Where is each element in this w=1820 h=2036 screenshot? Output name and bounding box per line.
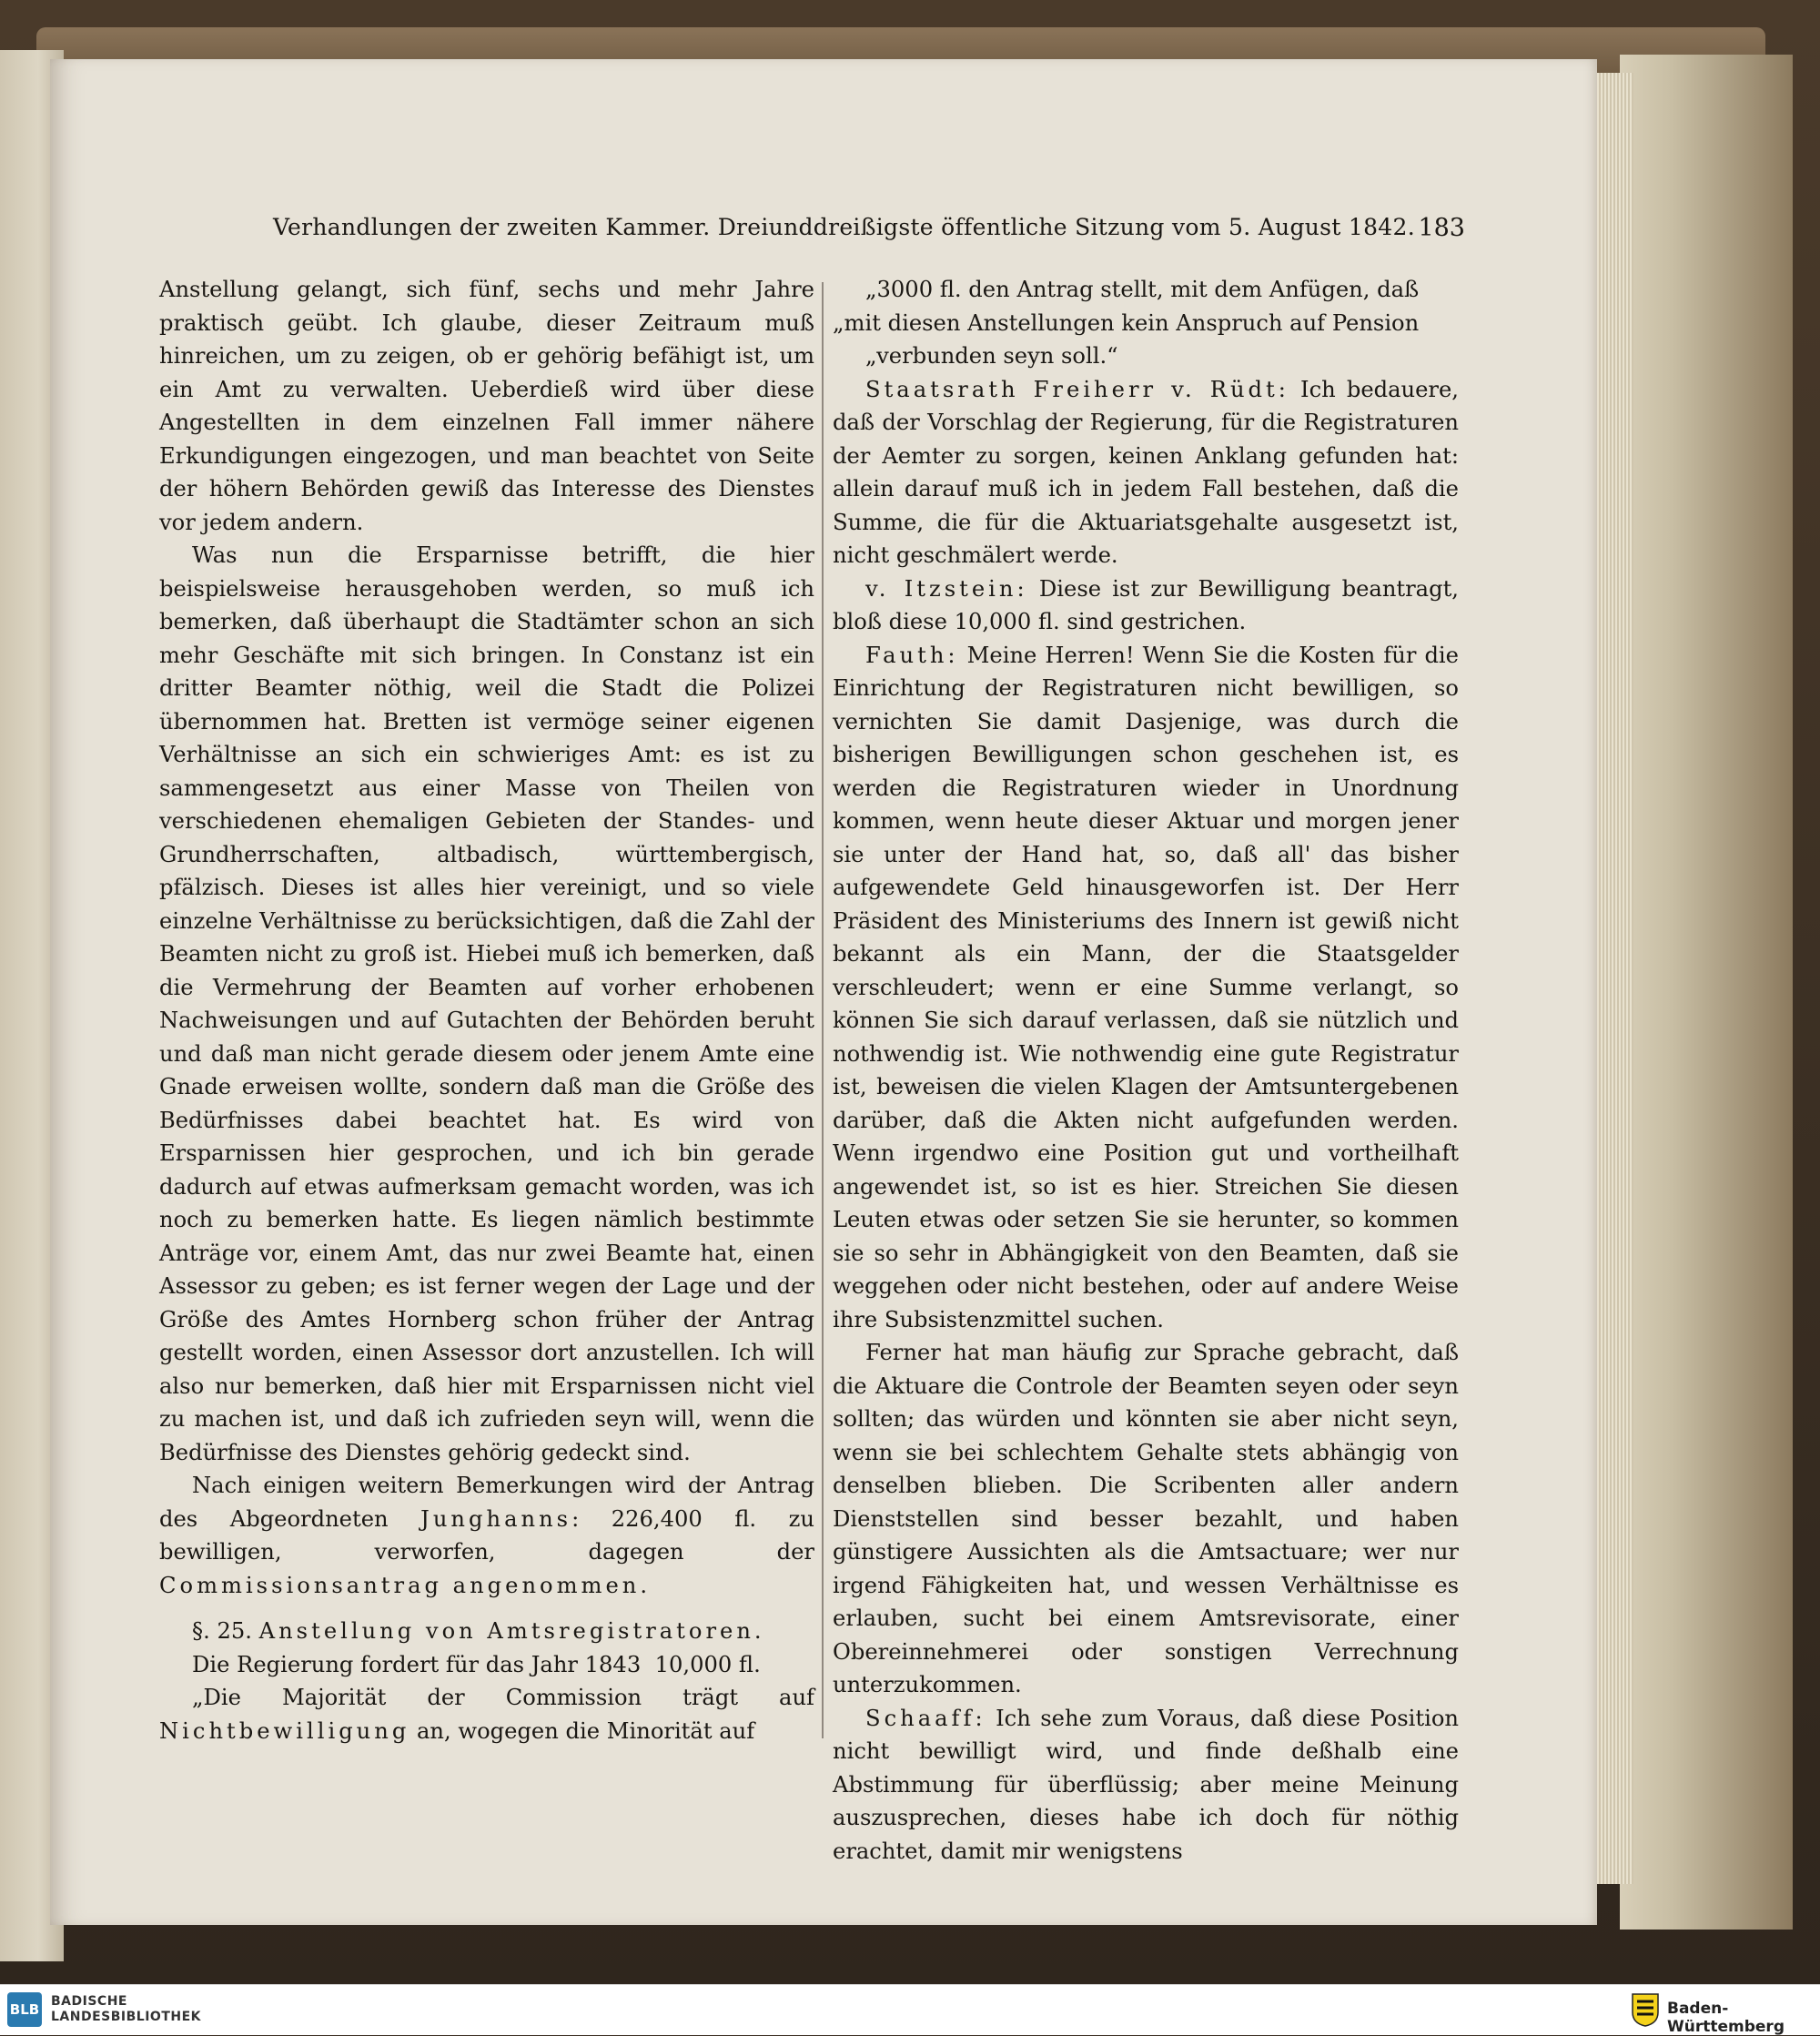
demand-amount: 10,000 fl. [654, 1651, 761, 1677]
quote-text: an, wogegen die Minorität auf [417, 1717, 755, 1744]
deputy-name: Junghanns [420, 1505, 572, 1532]
baden-wuerttemberg-coat-of-arms-icon[interactable] [1631, 1992, 1660, 2027]
paragraph: Anstellung gelangt, sich fünf, sechs und mehr Jahre praktisch geübt. Ich glaube, dieser Zeitraum muß hinreichen, um zu zeigen, ob er gehörig befähigt ist, um ein Amt zu verwalten. Ueberdieß wird über diese Angestellten in dem einzelnen Fall immer nähere Erkundigungen eingezogen, und man beachtet von Seite der höhern Behörden gewiß das Interesse des Dienstes vor jedem andern. [159, 277, 814, 535]
speech-paragraph [833, 1336, 1459, 1702]
speaker-name: Schaaff: [865, 1705, 986, 1731]
quote-spaced: Nichtbewilligung [159, 1717, 410, 1744]
library-name-line1: BADISCHE [51, 1994, 127, 2009]
quote-text: „Die Majorität der Commission trägt auf [192, 1685, 814, 1710]
vote-text: Nach einigen weitern Bemerkungen wird der Antrag des Abgeordneten [159, 1473, 814, 1532]
vote-result-paragraph [159, 1469, 814, 1602]
speech-text: Ich bedauere, daß der Vorschlag der Regierung, für die Registraturen der Aemter zu sorgen, keinen Anklang gefunden hat: allein darauf muß ich in jedem Fall bestehen, daß die Summe, die für die Aktuariatsgehalte ausgesetzt ist, nicht geschmälert werde. [833, 376, 1459, 568]
section-title: Anstellung von Amtsregistratoren. [258, 1618, 765, 1644]
commission-quote [159, 1681, 814, 1747]
speech-text: Meine Herren! Wenn Sie die Kosten für die Einrichtung der Registraturen nicht bewilligen, so vernichten Sie damit Dasjenige, was durch die bisherigen Bewilligungen schon geschehen ist, es werden die Registraturen wieder in Unordnung kommen, wenn heute dieser Aktuar und morgen jener sie unter der Hand hat, so, daß all' das bisher aufgewendete Geld hinausgeworfen ist. Der Herr Präsident des Ministeriums des Innern ist gewiß nicht bekannt als ein Mann, der die Staatsgelder verschleudert; wenn er eine Summe verlangt, so können Sie sich darauf verlassen, daß sie nützlich und nothwendig ist. Wie nothwendig eine gute Registratur ist, beweisen die vielen Klagen der Amtsuntergebenen darüber, daß die Akten nicht aufgefunden werden. Wenn irgendwo eine Position gut und vortheilhaft angewendet ist, so ist es hier. Streichen Sie diesen Leuten etwas oder setzen Sie sie herunter, so kommen sie so sehr in Abhängigkeit von den Beamten, daß sie weggehen oder nicht bestehen, oder auf andere Weise ihre Subsistenzmittel suchen. [833, 642, 1459, 1332]
speech-paragraph [833, 639, 1459, 1337]
blb-logo-icon[interactable]: BLB [7, 1992, 42, 2027]
vote-text: . [640, 1572, 648, 1598]
speaker-name: v. Itzstein: [865, 575, 1028, 602]
government-demand [159, 1648, 814, 1682]
section-heading [159, 1615, 814, 1648]
speech-paragraph [833, 373, 1459, 572]
viewer-footer [0, 1984, 1820, 2035]
right-column [833, 273, 1459, 1868]
vote-text: : 226,400 fl. zu bewilligen, verworfen, dagegen der [159, 1505, 814, 1565]
running-head [273, 214, 1465, 259]
column-divider [822, 282, 824, 1738]
speaker-name: Staatsrath Freiherr v. Rüdt: [865, 376, 1289, 402]
speech-paragraph [833, 572, 1459, 639]
page-number: 183 [1418, 214, 1465, 242]
speech-text: Ich sehe zum Voraus, daß diese Position nicht bewilligt wird, und finde deßhalb eine Abstimmung für überflüssig; aber meine Meinung auszusprechen, dieses habe ich doch für nöthig erachtet, damit mir wenigstens [833, 1705, 1459, 1864]
commission-motion: Commissionsantrag angenommen [159, 1572, 641, 1598]
running-head-title: Verhandlungen der zweiten Kammer. Dreiunddreißigste öffentliche Sitzung vom 5. August 1842. [273, 214, 1415, 240]
demand-text: Die Regierung fordert für das Jahr 1843 [192, 1651, 642, 1677]
speech-text: Ferner hat man häufig zur Sprache gebracht, daß die Aktuare die Controle der Beamten seyen oder seyn sollten; das würden und könnten sie aber nicht seyn, wenn sie bei schlechtem Gehalte stets abhängig von denselben blieben. Die Scribenten aller andern Dienststellen sind besser bezahlt, und haben günstigere Aussichten als die Amtsactuare; wer nur irgend Fähigkeiten hat, und wessen Verhältnisse es erlauben, sucht bei einem Amtsrevisorate, einer Obereinnehmerei oder sonstigen Verrechnung unterzukommen. [833, 1340, 1459, 1697]
quote-line: „verbunden seyn soll.“ [865, 343, 1118, 369]
state-name[interactable]: Baden-Württemberg [1667, 2000, 1785, 2036]
speaker-name: Fauth: [865, 642, 959, 668]
paragraph: Was nun die Ersparnisse betrifft, die hier beispielsweise herausgehoben werden, so muß ich bemerken, daß überhaupt die Stadtämter schon an sich mehr Geschäfte mit sich bringen. In Constanz ist ein dritter Beamter nöthig, weil die Stadt die Polizei übernommen hat. Bretten ist vermöge seiner eigenen Verhältnisse an sich ein schwieriges Amt: es ist zu sammengesetzt aus einer Masse von Theilen von verschiedenen ehemaligen Gebieten der Standes- und Grundherrschaften, altbadisch, württembergisch, pfälzisch. Dieses ist alles hier vereinigt, und so viele einzelne Verhältnisse zu berücksichtigen, daß die Zahl der Beamten nicht zu groß ist. Hiebei muß ich bemerken, daß die Vermehrung der Beamten auf vorher erhobenen Nachweisungen und auf Gutachten der Behörden beruht und daß man nicht gerade diesem oder jenem Amte eine Gnade erweisen wollte, sondern daß man die Größe des Bedürfnisses dabei beachtet hat. Es wird von Ersparnissen hier gesprochen, und ich bin gerade dadurch auf etwas aufmerksam gemacht worden, was ich noch zu bemerken hatte. Es liegen nämlich bestimmte Anträge vor, einem Amt, das nur zwei Beamte hat, einen Assessor zu geben; es ist ferner wegen der Lage und der Größe des Amtes Hornberg schon früher der Antrag gestellt worden, einen Assessor dort anzustellen. Ich will also nur bemerken, daß hier mit Ersparnissen nicht viel zu machen ist, und daß ich zufrieden seyn will, wenn die Bedürfnisse des Dienstes gehörig gedeckt sind. [159, 542, 814, 1465]
left-column [159, 273, 814, 1747]
library-name[interactable] [51, 1994, 201, 2025]
book-cover-right [1620, 55, 1793, 1930]
section-number: §. 25. [192, 1618, 252, 1644]
speech-paragraph [833, 1702, 1459, 1869]
quote-line: „mit diesen Anstellungen kein Anspruch auf Pension [833, 309, 1420, 336]
speech-text: Diese ist zur Bewilligung beantragt, bloß diese 10,000 fl. sind gestrichen. [833, 575, 1459, 634]
library-name-line2: LANDESBIBLIOTHEK [51, 2010, 202, 2024]
quote-line: „3000 fl. den Antrag stellt, mit dem Anfügen, daß [865, 277, 1420, 302]
